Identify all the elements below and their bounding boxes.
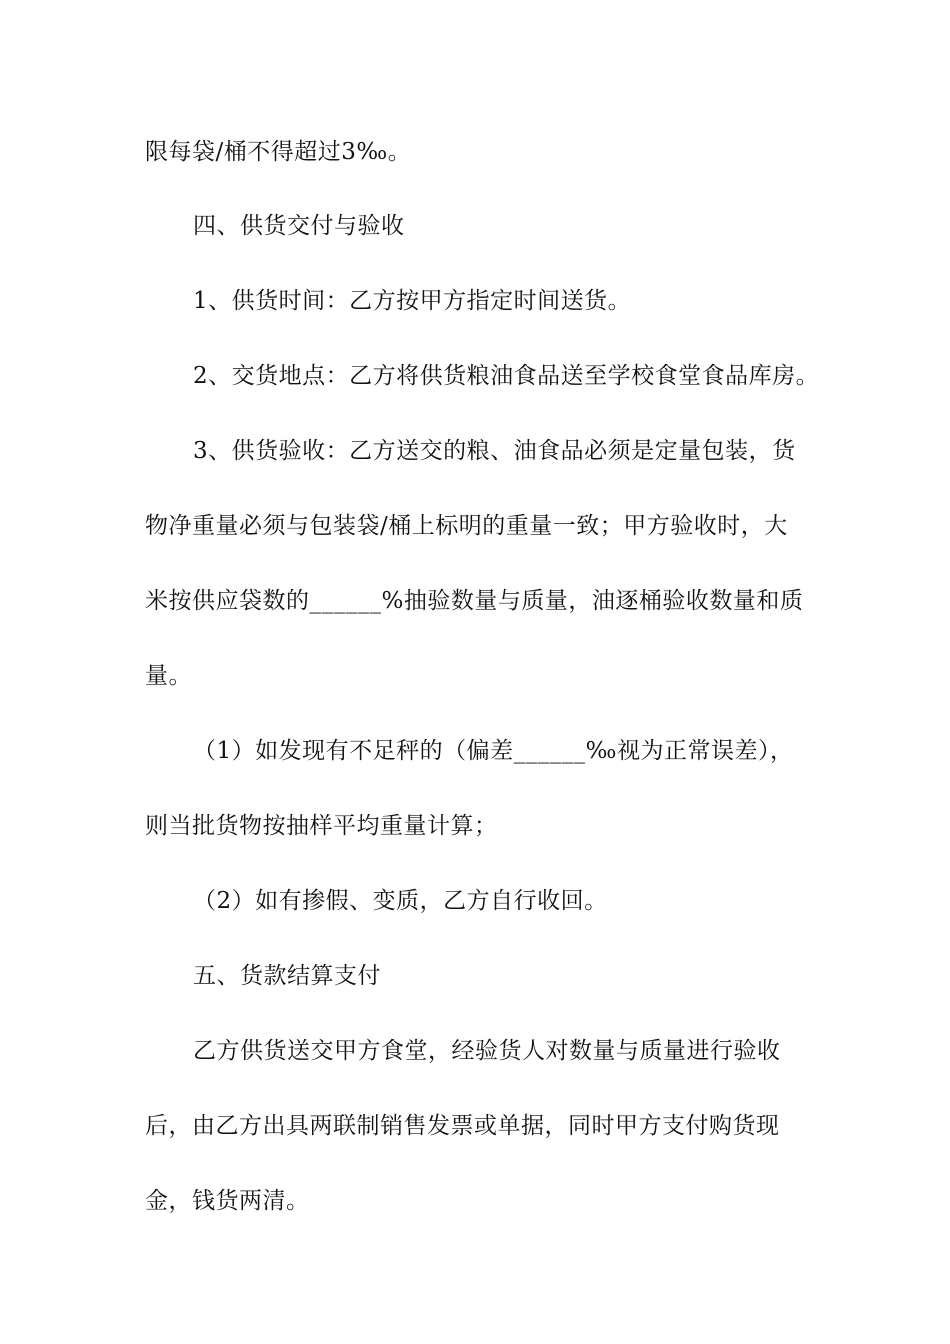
text-line-15: 金，钱货两清。 (145, 1188, 310, 1214)
text-line-9: （1）如发现有不足秤的（偏差______‰视为正常误差）， (193, 738, 794, 764)
text-line-13: 乙方供货送交甲方食堂，经验货人对数量与质量进行验收 (193, 1038, 781, 1064)
text-line-11: （2）如有掺假、变质，乙方自行收回。 (193, 888, 608, 914)
text-line-6: 物净重量必须与包装袋/桶上标明的重量一致；甲方验收时，大 (145, 513, 788, 539)
section-heading-5: 五、货款结算支付 (193, 963, 381, 989)
text-line-5: 3、供货验收：乙方送交的粮、油食品必须是定量包装，货 (193, 438, 796, 464)
text-line-4: 2、交货地点：乙方将供货粮油食品送至学校食堂食品库房。 (193, 363, 820, 389)
text-line-14: 后，由乙方出具两联制销售发票或单据，同时甲方支付购货现 (145, 1113, 780, 1139)
text-line-3: 1、供货时间：乙方按甲方指定时间送货。 (193, 288, 632, 314)
section-heading-4: 四、供货交付与验收 (193, 213, 405, 239)
text-line-10: 则当批货物按抽样平均重量计算； (145, 813, 498, 839)
text-line-1: 限每袋/桶不得超过3‰。 (145, 139, 412, 165)
text-line-7: 米按供应袋数的______%抽验数量与质量，油逐桶验收数量和质 (145, 588, 804, 614)
text-line-8: 量。 (145, 663, 192, 689)
